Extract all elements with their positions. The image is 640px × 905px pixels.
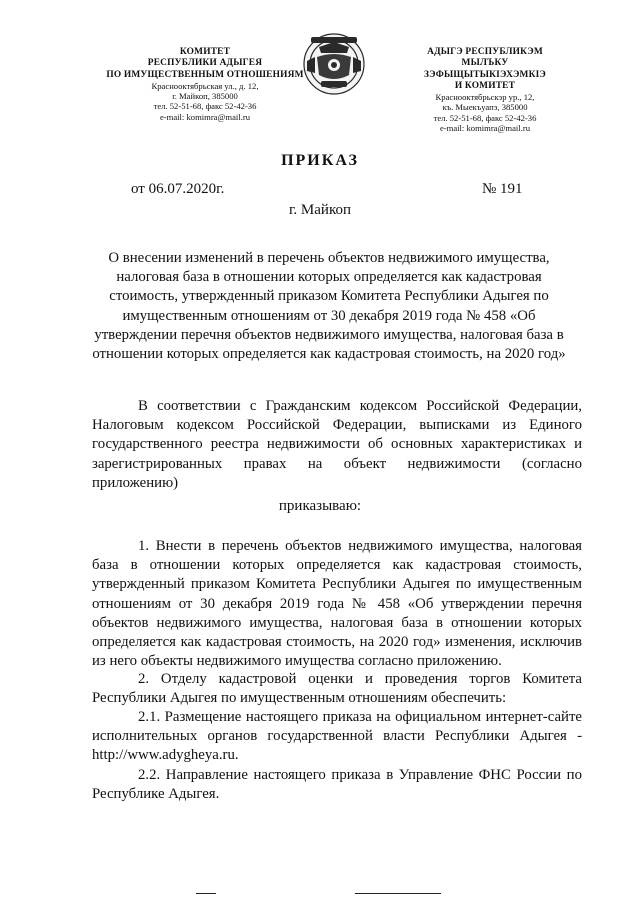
- document-title: ПРИКАЗ: [281, 152, 359, 169]
- header-left-address1: Краснооктябрьская ул., д. 12,: [151, 80, 259, 91]
- header-right-line2: МЫЛЪКУ ЗЭФЫЩЫТЫКІЭХЭМКІЭ: [424, 58, 546, 80]
- header-left-line1: КОМИТЕТ: [179, 47, 231, 57]
- header-left-phones: тел. 52-51-68, факс 52-42-36: [153, 101, 257, 112]
- header-left-address2: г. Майкоп, 385000: [172, 91, 238, 102]
- header-right-email: e-mail: komimra@mail.ru: [439, 123, 530, 134]
- order-item-2-2: 2.2. Направление настоящего приказа в Управление ФНС России по Республике Адыгея.: [92, 767, 582, 803]
- order-subject: О внесении изменений в перечень объектов недвижимого имущества, налоговая база в отношении которых определяется как кадастровая стоимость, утвержденный приказом Комитета Республики Адыгея по имущественным отношениям от 30 декабря 2019 года № 458 «Об утверждении перечня объектов недвижимого имущества, налоговая база в отношении которых определяется как кадастровая стоимость, на 2020 год»: [92, 250, 566, 363]
- order-item-2-1: 2.1. Размещение настоящего приказа на официальном интернет-сайте исполнительных органов государственной власти Республики Адыгея - http://www.adygheya.ru.: [92, 709, 582, 764]
- header-right-address1: Краснооктябрьскэр ур., 12,: [435, 92, 535, 103]
- footer-mark-left: [196, 893, 216, 894]
- order-item-2: 2. Отделу кадастровой оценки и проведения торгов Комитета Республики Адыгея по имущественным отношениям обеспечить:: [92, 671, 582, 707]
- header-left-line3: ПО ИМУЩЕСТВЕННЫМ ОТНОШЕНИЯМ: [106, 69, 304, 80]
- header-right-phones: тел. 52-51-68, факс 52-42-36: [433, 112, 537, 123]
- footer-mark-right: [355, 893, 441, 894]
- header-right-line3: И КОМИТЕТ: [454, 80, 516, 91]
- header-left-email: e-mail: komimra@mail.ru: [159, 111, 250, 122]
- order-date: от 06.07.2020г.: [131, 181, 225, 197]
- order-word: приказываю:: [278, 498, 362, 514]
- header-right-block: [404, 47, 566, 133]
- header-right-line1: АДЫГЭ РЕСПУБЛИКЭМ: [427, 47, 543, 57]
- coat-of-arms-icon: [297, 31, 371, 97]
- header-right-address2: къ. Мыекъуапэ, 385000: [442, 102, 528, 113]
- order-basis-paragraph: В соответствии с Гражданским кодексом Российской Федерации, Налоговым кодексом Российской Федерации, выписками из Единого государственного реестра недвижимости об основных характеристиках и зарегистрированных правах на объект недвижимости (согласно приложению): [92, 398, 582, 491]
- order-item-1: 1. Внести в перечень объектов недвижимого имущества, налоговая база в отношении которых определяется как кадастровая стоимость, утвержденный приказом Комитета Республики Адыгея по имущественным отношениям от 30 декабря 2019 года № 458 «Об утверждении перечня объектов недвижимого имущества, налоговая база в отношении которых определяется как кадастровая стоимость, на 2020 год» изменения, исключив из него объекты недвижимого имущества согласно приложению.: [92, 538, 582, 670]
- order-city: г. Майкоп: [288, 202, 352, 218]
- header-left-block: [100, 47, 310, 122]
- order-number: № 191: [482, 181, 523, 197]
- header-left-line2: РЕСПУБЛИКИ АДЫГЕЯ: [147, 58, 263, 69]
